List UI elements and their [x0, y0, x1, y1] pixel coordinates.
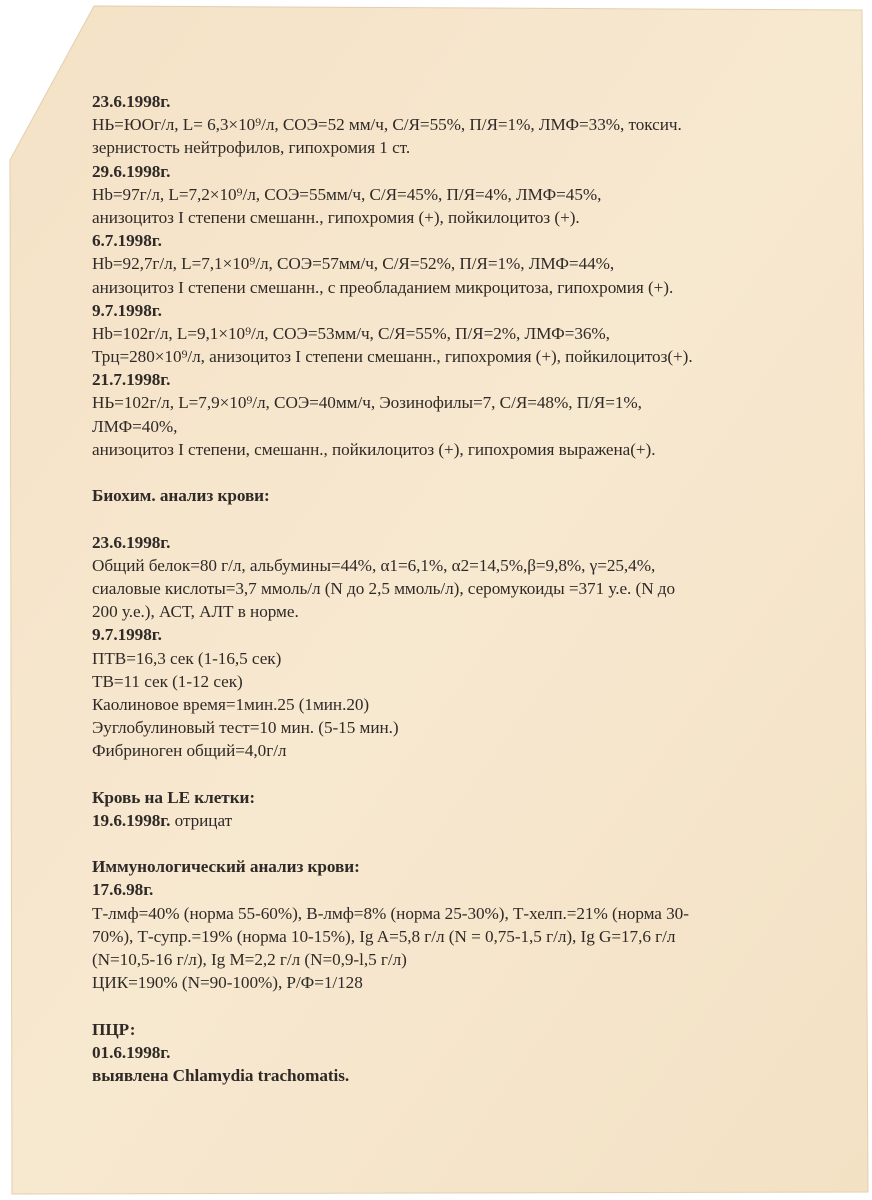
immuno-line: Т-лмф=40% (норма 55-60%), В-лмф=8% (норма 25-30%), Т-хелп.=21% (норма 30-	[92, 903, 689, 923]
pcr-result: выявлена Chlamydia trachomatis.	[92, 1065, 350, 1085]
blood-test-date: 23.6.1998г.	[92, 92, 171, 111]
blood-test-line: Трц=280×10⁹/л, анизоцитоз I степени смешанн., гипохромия (+), пойкилоцитоз(+).	[92, 347, 693, 367]
immuno-line: 70%), Т-супр.=19% (норма 10-15%), Ig A=5,8 г/л (N = 0,75-1,5 г/л), Ig G=17,6 г/л	[92, 926, 676, 946]
blood-test-date: 21.7.1998г.	[92, 370, 171, 390]
pcr-date: 01.6.1998г.	[92, 1042, 171, 1062]
spacer	[92, 762, 832, 785]
coagulation-line: Эуглобулиновый тест=10 мин. (5-15 мин.)	[92, 718, 399, 738]
biochem-line: сиаловые кислоты=3,7 ммоль/л (N до 2,5 ммоль/л), серомукоиды =371 у.е. (N до	[92, 578, 676, 598]
biochem-line: Общий белок=80 г/л, альбумины=44%, α1=6,1%, α2=14,5%,β=9,8%, γ=25,4%,	[92, 555, 656, 575]
le-cells-value: отрицат	[170, 810, 233, 830]
immuno-line: ЦИК=190% (N=90-100%), Р/Ф=1/128	[92, 973, 363, 993]
blood-test-line: ЛМФ=40%,	[92, 416, 178, 436]
section-heading-pcr: ПЦР:	[92, 1019, 136, 1039]
blood-test-line: анизоцитоз I степени смешанн., гипохромия (+), пойкилоцитоз (+).	[92, 207, 580, 227]
coagulation-line: ТВ=11 сек (1-12 сек)	[92, 671, 243, 691]
coagulation-line: Фибриноген общий=4,0г/л	[92, 741, 287, 761]
blood-test-line: Hb=92,7г/л, L=7,1×10⁹/л, СОЭ=57мм/ч, С/Я=52%, П/Я=1%, ЛМФ=44%,	[92, 254, 615, 274]
blood-test-line: Hb=102г/л, L=9,1×10⁹/л, СОЭ=53мм/ч, С/Я=55%, П/Я=2%, ЛМФ=36%,	[92, 323, 610, 343]
biochem-date: 9.7.1998г.	[92, 625, 162, 645]
biochem-line: 200 у.е.), АСТ, АЛТ в норме.	[92, 602, 299, 622]
blood-test-line: зернистость нейтрофилов, гипохромия 1 ст.	[92, 138, 411, 158]
le-cells-date: 19.6.1998г.	[92, 810, 171, 830]
blood-test-date: 9.7.1998г.	[92, 300, 162, 320]
blood-test-date: 6.7.1998г.	[92, 231, 162, 251]
biochem-date: 23.6.1998г.	[92, 532, 171, 552]
le-cells-result	[92, 809, 832, 832]
spacer	[92, 832, 832, 855]
blood-test-line: НЬ=102г/л, L=7,9×10⁹/л, СОЭ=40мм/ч, Эозинофилы=7, С/Я=48%, П/Я=1%,	[92, 393, 642, 413]
spacer	[92, 994, 832, 1017]
coagulation-line: ПТВ=16,3 сек (1-16,5 сек)	[92, 648, 282, 668]
blood-test-line: НЬ=ЮОг/л, L= 6,3×10⁹/л, СОЭ=52 мм/ч, С/Я=55%, П/Я=1%, ЛМФ=33%, токсич.	[92, 115, 682, 135]
spacer	[92, 507, 832, 530]
coagulation-line: Каолиновое время=1мин.25 (1мин.20)	[92, 694, 370, 714]
section-heading-le-cells: Кровь на LE клетки:	[92, 787, 256, 807]
blood-test-date: 29.6.1998г.	[92, 161, 171, 181]
blood-test-line: Hb=97г/л, L=7,2×10⁹/л, СОЭ=55мм/ч, С/Я=45%, П/Я=4%, ЛМФ=45%,	[92, 184, 602, 204]
section-heading-immuno: Иммунологический анализ крови:	[92, 857, 360, 877]
blood-test-line: анизоцитоз I степени смешанн., с преобладанием микроцитоза, гипохромия (+).	[92, 277, 674, 297]
immuno-date: 17.6.98г.	[92, 880, 154, 900]
immuno-line: (N=10,5-16 г/л), Ig M=2,2 г/л (N=0,9-l,5 г/л)	[92, 949, 407, 969]
section-heading-biochem: Биохим. анализ крови:	[92, 486, 270, 506]
spacer	[92, 461, 832, 484]
document-text	[92, 90, 832, 1087]
blood-test-line: анизоцитоз I степени, смешанн., пойкилоцитоз (+), гипохромия выражена(+).	[92, 439, 656, 459]
